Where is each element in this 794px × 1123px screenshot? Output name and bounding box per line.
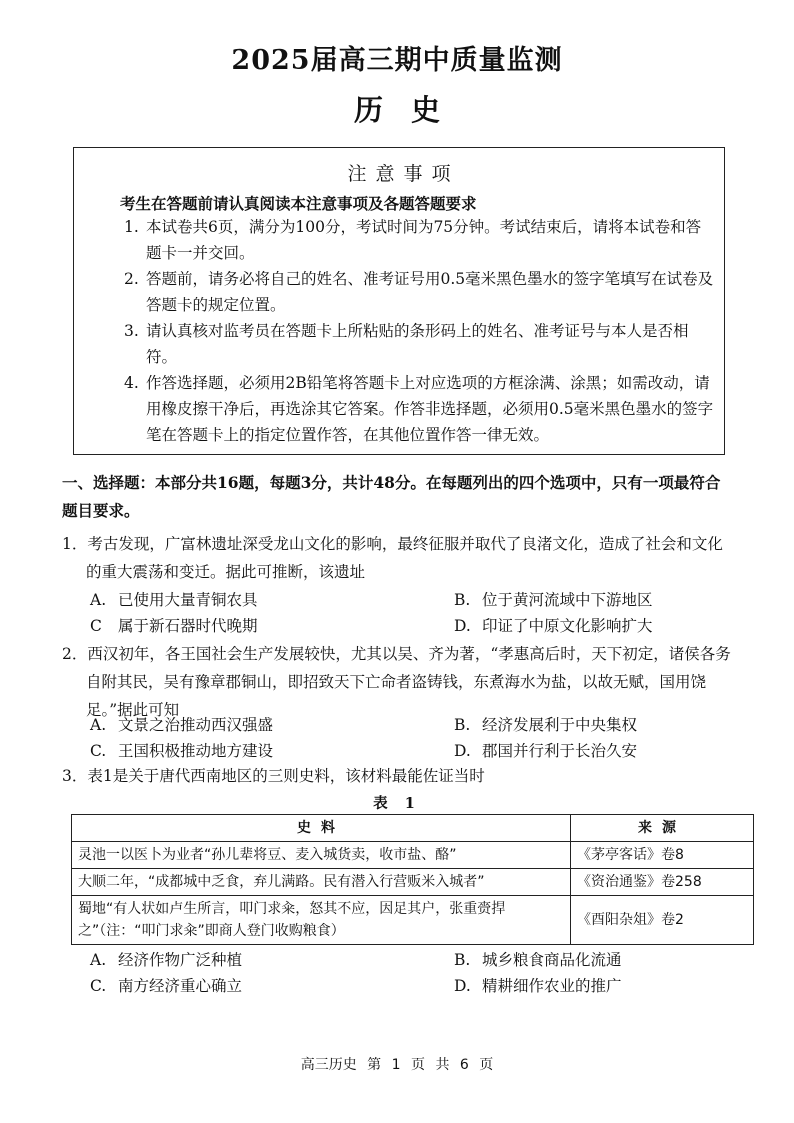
question-3-stem: 3．表1是关于唐代西南地区的三则史料，该材料最能佐证当时 (62, 767, 485, 785)
option-text: 属于新石器时代晚期 (118, 617, 258, 635)
option-text: 精耕细作农业的推广 (482, 977, 622, 995)
option-letter: D. (454, 977, 471, 995)
option-text: 经济作物广泛种植 (118, 951, 243, 969)
notice-item (124, 318, 714, 370)
section-heading: 一、选择题：本部分共16题，每题3分，共计48分。在每题列出的四个选项中，只有一项最符合题目要求。 (62, 473, 721, 520)
option-letter: C (90, 617, 102, 635)
option-text: 经济发展利于中央集权 (482, 716, 638, 734)
question-3-option-c[interactable] (90, 974, 242, 998)
table-cell-excerpt: 大顺二年，“成都城中乏食，弃儿满路。民有潜入行营贩米入城者” (72, 869, 571, 896)
option-text: 已使用大量青铜农具 (118, 591, 258, 609)
question-2-stem: 2．西汉初年，各王国社会生产发展较快，尤其以吴、齐为著，“孝惠高后时，天下初定，诸侯各务自附其民，吴有豫章郡铜山，即招致天下亡命者盗铸钱，东煮海水为盐，以故无赋，国用饶足。”据此可知 (62, 645, 731, 719)
notice-item-text: 答题前，请务必将自己的姓名、准考证号用0.5毫米黑色墨水的签字笔填写在试卷及答题卡的规定位置。 (146, 270, 714, 314)
question-3-option-b[interactable] (454, 948, 622, 972)
table-cell-source: 《酉阳杂俎》卷2 (571, 896, 754, 945)
notice-item-text: 作答选择题，必须用2B铅笔将答题卡上对应选项的方框涂满、涂黑；如需改动，请用橡皮擦干净后，再选涂其它答案。作答非选择题，必须用0.5毫米黑色墨水的签字笔在答题卡上的指定位置作答，在其他位置作答一律无效。 (146, 374, 714, 444)
notice-item-number: 2. (124, 270, 139, 288)
notice-item-number: 3. (124, 322, 139, 340)
table-cell-excerpt: 蜀地“有人状如卢生所言，叩门求籴，怒其不应，因足其户，张重赍捍之”（注：“叩门求籴”即商人登门收购粮食） (72, 896, 571, 945)
option-letter: D. (454, 742, 471, 760)
option-text: 位于黄河流域中下游地区 (482, 591, 653, 609)
notice-item (124, 214, 714, 266)
notice-item-text: 本试卷共6页，满分为100分，考试时间为75分钟。考试结束后，请将本试卷和答题卡一并交回。 (146, 218, 702, 262)
notice-lead: 考生在答题前请认真阅读本注意事项及各题答题要求 (120, 194, 477, 213)
notice-title: 注意事项 (347, 163, 460, 185)
option-letter: B. (454, 716, 471, 734)
question-3-option-d[interactable] (454, 974, 622, 998)
option-text: 印证了中原文化影响扩大 (482, 617, 653, 635)
option-text: 郡国并行利于长治久安 (482, 742, 638, 760)
notice-item (124, 370, 714, 448)
question-1-stem: 1．考古发现，广富林遗址深受龙山文化的影响，最终征服并取代了良渚文化，造成了社会和文化的重大震荡和变迁。据此可推断，该遗址 (62, 535, 723, 581)
question-2-option-b[interactable] (454, 713, 637, 737)
notice-box (73, 147, 725, 455)
notice-item (124, 266, 714, 318)
table-row (72, 896, 754, 945)
table-cell-excerpt: 灵池一以医卜为业者“孙儿辈将豆、麦入城货卖，收市盐、酪” (72, 842, 571, 869)
notice-item-number: 1. (124, 218, 139, 236)
option-letter: C. (90, 977, 107, 995)
option-letter: C. (90, 742, 107, 760)
table-header-row (72, 815, 754, 842)
table-row (72, 842, 754, 869)
question-1-option-b[interactable] (454, 588, 653, 612)
table-row (72, 869, 754, 896)
question-3-option-a[interactable] (90, 948, 242, 972)
question-2-option-c[interactable] (90, 739, 273, 763)
table-header-cell: 来源 (571, 815, 754, 842)
option-letter: A. (90, 591, 107, 609)
option-text: 王国积极推动地方建设 (118, 742, 274, 760)
question-1-option-a[interactable] (90, 588, 258, 612)
exam-title: 2025届高三期中质量监测 (231, 45, 563, 76)
subject-title: 历史 (353, 93, 468, 127)
table-cell-source: 《茅亭客话》卷8 (571, 842, 754, 869)
option-text: 南方经济重心确立 (118, 977, 243, 995)
option-letter: A. (90, 716, 107, 734)
option-letter: B. (454, 591, 471, 609)
option-text: 城乡粮食商品化流通 (482, 951, 622, 969)
page-footer: 高三历史 第 1 页 共 6 页 (300, 1057, 494, 1073)
option-letter: A. (90, 951, 107, 969)
option-letter: D. (454, 617, 471, 635)
option-text: 文景之治推动西汉强盛 (118, 716, 274, 734)
question-1-option-c[interactable] (90, 614, 258, 638)
question-2-option-a[interactable] (90, 713, 273, 737)
notice-item-text: 请认真核对监考员在答题卡上所粘贴的条形码上的姓名、准考证号与本人是否相符。 (146, 322, 689, 366)
option-letter: B. (454, 951, 471, 969)
source-table (71, 814, 754, 945)
table-cell-source: 《资治通鉴》卷258 (571, 869, 754, 896)
table-header-cell: 史料 (72, 815, 571, 842)
question-2-option-d[interactable] (454, 739, 637, 763)
table-caption: 表 1 (373, 795, 421, 812)
notice-item-number: 4. (124, 374, 139, 392)
question-1-option-d[interactable] (454, 614, 653, 638)
